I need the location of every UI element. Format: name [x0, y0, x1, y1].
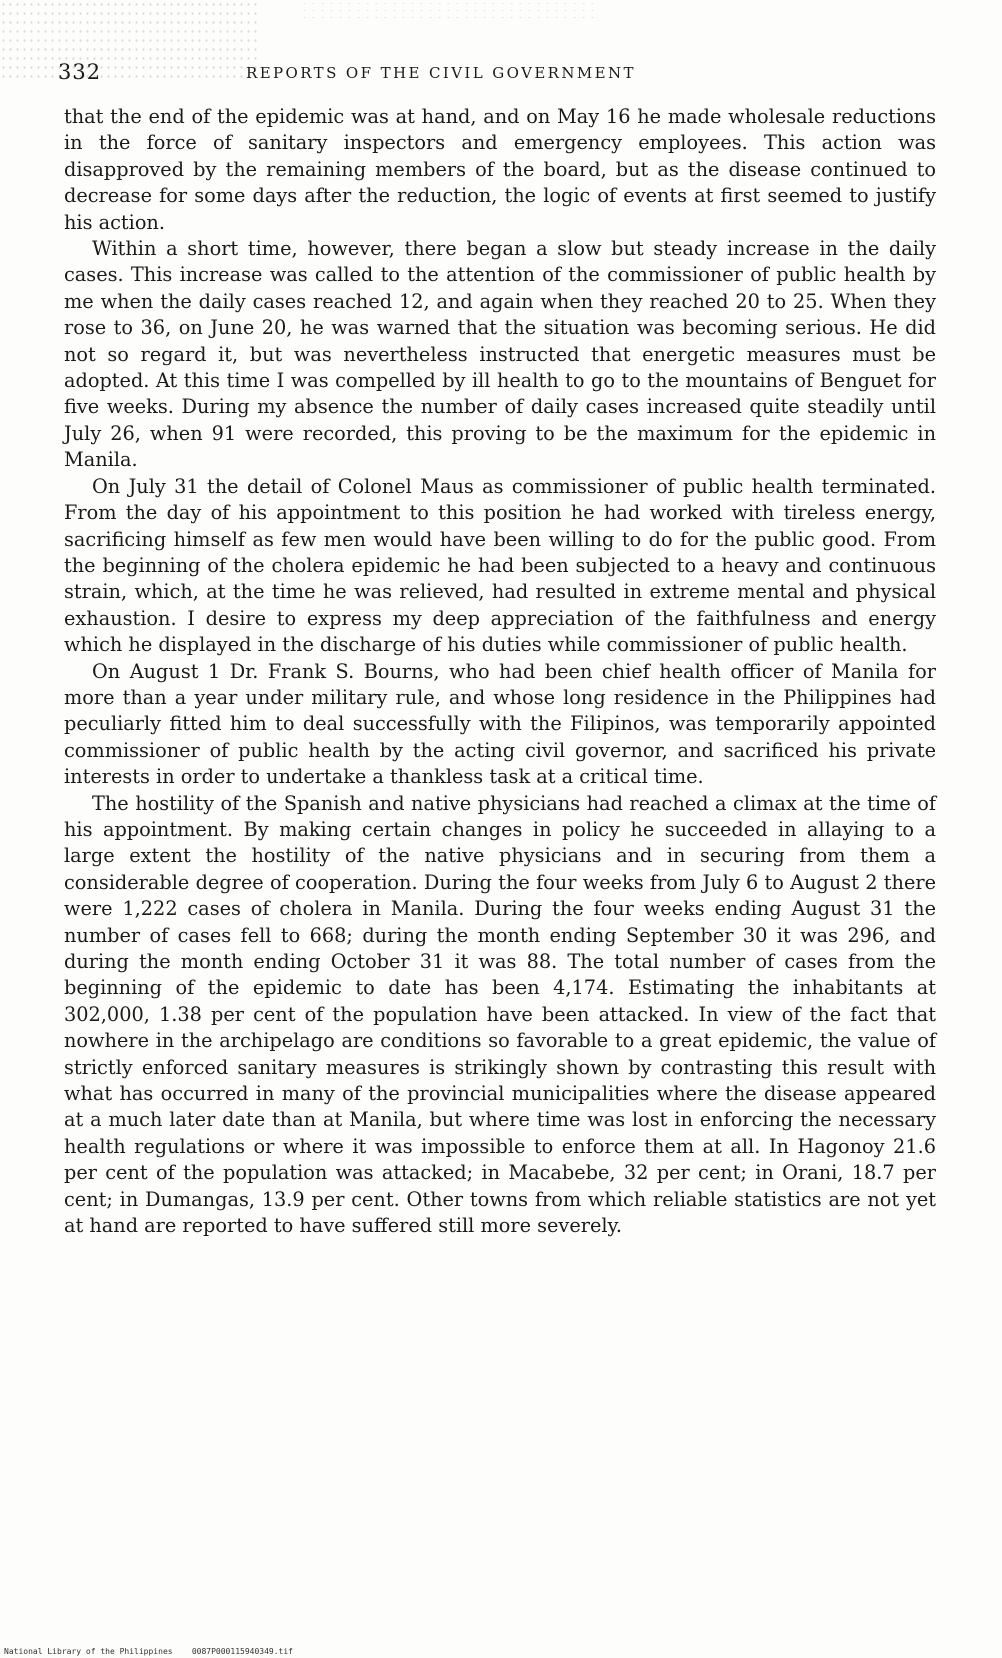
paragraph-continuation: that the end of the epidemic was at hand, and on May 16 he made wholesale reductions in the force of sanitary inspectors and emergency employees. This action was disapproved by the remaining members of the board, but as the disease continued to decrease for some days after the reduction, the logic of events at first seemed to justify his action.	[64, 105, 936, 234]
running-head: REPORTS OF THE CIVIL GOVERNMENT	[246, 64, 636, 82]
footer-library: National Library of the Philippines	[4, 1647, 173, 1656]
page-number: 332	[58, 60, 102, 84]
paragraph: Within a short time, however, there began a slow but steady increase in the daily cases. This increase was called to the attention of the commissioner of public health by me when the daily cases reached 12, and again when they reached 20 to 25. When they rose to 36, on June 20, he was warned that the situation was becoming serious. He did not so regard it, but was nevertheless instructed that energetic measures must be adopted. At this time I was compelled by ill health to go to the mountains of Benguet for five weeks. During my absence the number of daily cases increased quite steadily until July 26, when 91 were recorded, this proving to be the maximum for the epidemic in Manila.	[64, 237, 936, 472]
scan-speckle-top	[300, 0, 600, 22]
paragraph: On July 31 the detail of Colonel Maus as commissioner of public health terminated. From the day of his appointment to this position he had worked with tireless energy, sacrificing himself as few men would have been willing to do for the public good. From the beginning of the cholera epidemic he had been subjected to a heavy and continuous strain, which, at the time he was relieved, had resulted in extreme mental and physical exhaustion. I desire to express my deep appreciation of the faithfulness and energy which he displayed in the discharge of his duties while commissioner of public health.	[64, 474, 936, 657]
page-header	[58, 60, 938, 90]
paragraph: On August 1 Dr. Frank S. Bourns, who had been chief health officer of Manila for more than a year under military rule, and whose long residence in the Philippines had peculiarly fitted him to deal successfully with the Filipinos, was temporarily appointed commissioner of public health by the acting civil governor, and sacrificed his private interests in order to undertake a thankless task at a critical time.	[64, 659, 936, 789]
footer-file: 0087P000115940349.tif	[191, 1647, 293, 1656]
scan-footer	[4, 1647, 293, 1656]
body-text	[64, 104, 936, 1239]
paragraph: The hostility of the Spanish and native physicians had reached a climax at the time of his appointment. By making certain changes in policy he succeeded in allaying to a large extent the hostility of the native physicians and in securing from them a considerable degree of cooperation. During the four weeks from July 6 to August 2 there were 1,222 cases of cholera in Manila. During the four weeks ending August 31 the number of cases fell to 668; during the month ending September 30 it was 296, and during the month ending October 31 it was 88. The total number of cases from the beginning of the epidemic to date has been 4,174. Estimating the inhabitants at 302,000, 1.38 per cent of the population have been attacked. In view of the fact that nowhere in the archipelago are conditions so favorable to a great epidemic, the value of strictly enforced sanitary measures is strikingly shown by contrasting this result with what has occurred in many of the provincial municipalities where the disease appeared at a much later date than at Manila, but where time was lost in enforcing the necessary health regulations or where it was impossible to enforce them at all. In Hagonoy 21.6 per cent of the population was attacked; in Macabebe, 32 per cent; in Orani, 18.7 per cent; in Dumangas, 13.9 per cent. Other towns from which reliable statistics are not yet at hand are reported to have suffered still more severely.	[64, 791, 936, 1238]
